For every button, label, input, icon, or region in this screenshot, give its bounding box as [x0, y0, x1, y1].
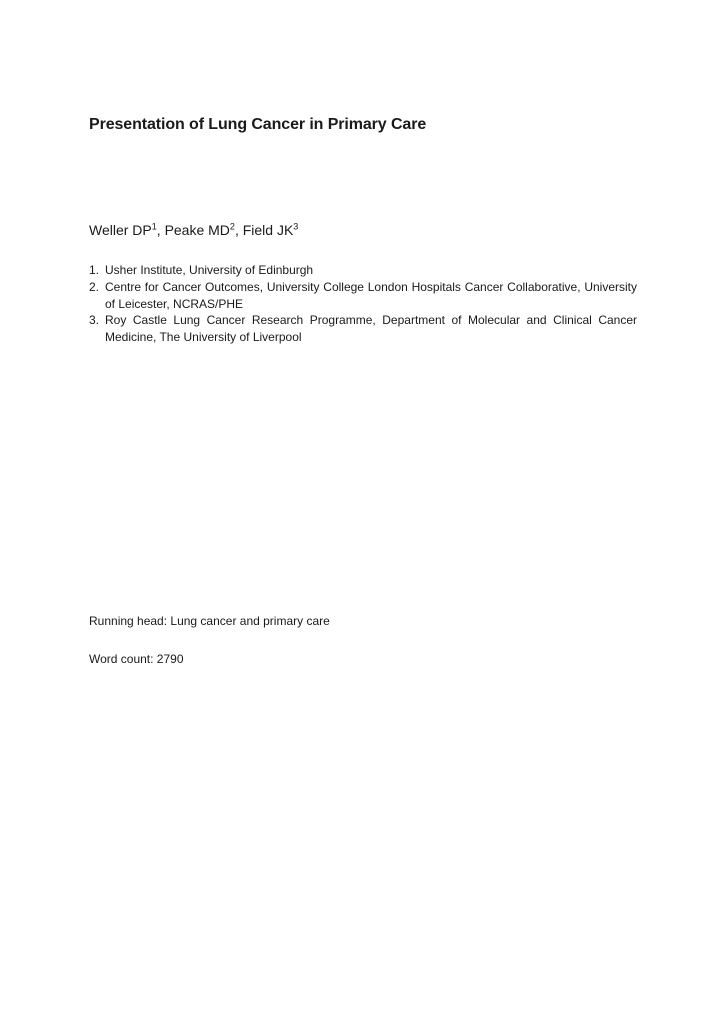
affiliation-item [89, 262, 637, 279]
author-separator: , [156, 222, 165, 238]
author-separator: , [234, 222, 243, 238]
affiliation-number: 2. [89, 279, 100, 294]
affiliation-item [89, 312, 637, 346]
affiliation-text: Usher Institute, University of Edinburgh [105, 263, 314, 277]
paper-title: Presentation of Lung Cancer in Primary Care [89, 116, 427, 133]
affiliation-text: Centre for Cancer Outcomes, University College London Hospitals Cancer Collaborative, University of Leicester, NCRAS/PHE [105, 279, 637, 311]
author-affiliation-number: 3 [293, 221, 299, 232]
author-list [89, 222, 298, 238]
affiliation-number: 1. [89, 263, 100, 277]
author-name: Weller DP [89, 222, 152, 238]
running-head: Running head: Lung cancer and primary care [89, 614, 330, 628]
affiliation-number: 3. [89, 313, 100, 328]
author-name: Field JK [242, 222, 294, 238]
affiliation-text: Roy Castle Lung Cancer Research Programme, Department of Molecular and Clinical Cancer Medicine, The University of Liverpool [105, 313, 637, 345]
affiliation-item [89, 279, 637, 313]
author-affiliation-number: 2 [229, 221, 235, 232]
word-count: Word count: 2790 [89, 652, 184, 666]
author-affiliation-number: 1 [151, 221, 157, 232]
affiliation-list [89, 262, 637, 346]
author-name: Peake MD [164, 222, 230, 238]
